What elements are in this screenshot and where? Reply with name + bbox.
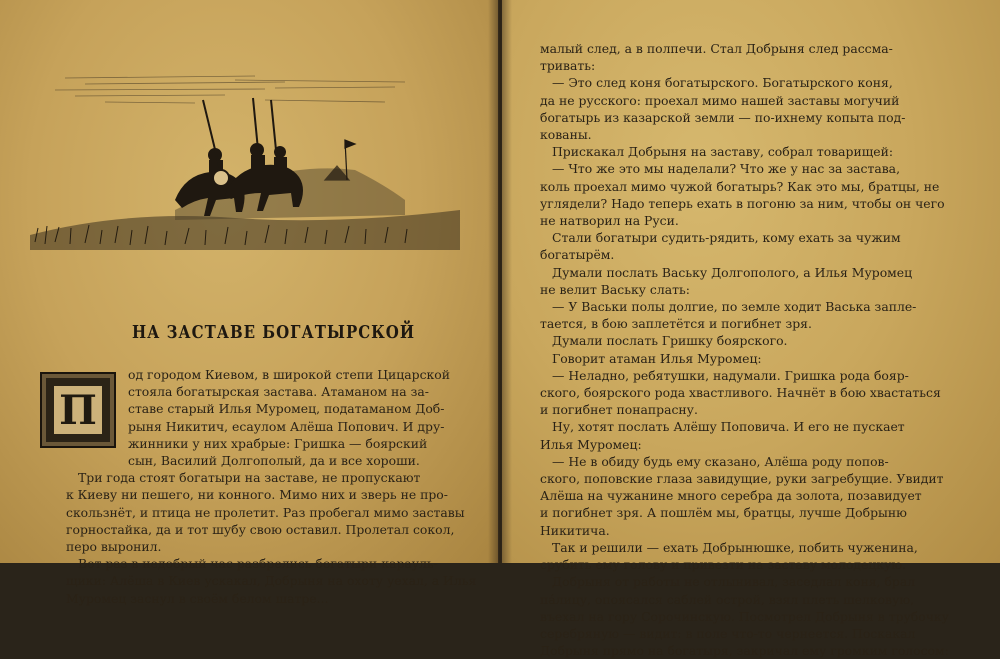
text-line: ставе старый Илья Муромец, податаманом Доб-: [128, 401, 445, 417]
text-line: не велит Ваську слать:: [540, 281, 690, 297]
text-line: жинники у них храбрые: Гришка — боярский: [128, 435, 428, 451]
chapter-title: НА ЗАСТАВЕ БОГАТЫРСКОЙ: [132, 321, 416, 343]
text-line: углядели? Надо теперь ехать в погоню за ним, чтобы он чего: [540, 195, 945, 211]
text-line: тривать:: [540, 58, 596, 74]
text-line: богатырь из казарской земли — по-ихнему копыта под-: [540, 109, 906, 125]
text-line: Так и решили — ехать Добрынюшке, побить чуженина,: [552, 539, 918, 555]
text-line: горностайка, да и тот шубу свою оставил. Пролетал сокол,: [66, 521, 455, 537]
text-line: Илья Муромец:: [540, 436, 642, 452]
text-line: Говорит атаман Илья Муромец:: [552, 350, 762, 366]
text-line: рыня Никитич, есаулом Алёша Попович. И дру-: [128, 418, 445, 434]
left-page: [0, 0, 498, 606]
text-line: пáлицу, опоясался саблей острой, взял плеть шелковую,: [540, 591, 915, 607]
text-line: да не русского: проехал мимо нашей заставы могучий: [540, 92, 900, 108]
text-line: щики: Алёша в Киев ускакал, Добрыня на охоту уехал, а Илья: [66, 573, 477, 589]
text-line: ского, боярского рода хвастливого. Начнёт в бою хвастаться: [540, 385, 941, 401]
text-line: Вот раз в недобрый час разбрелись богатыри-карауль-: [78, 556, 438, 572]
left-body-text: [66, 366, 477, 607]
text-line: Алёша на чужанине много серебра да золота, позавидует: [540, 488, 922, 504]
text-line: — Что же это мы наделали? Что же у нас за застава,: [552, 161, 901, 177]
text-line: серебряную — видит: в поле что-то чернеется. Поскакал: [540, 625, 916, 641]
text-line: и погибнет понапрасну.: [540, 402, 698, 418]
dropcap-letter: П: [54, 386, 102, 434]
text-line: и погибнет зря. А пошлём мы, братцы, лучше Добрыню: [540, 505, 907, 521]
text-line: — У Васьки полы долгие, по земле ходит Васька заплe-: [552, 299, 917, 315]
text-line: Три года стоят богатыри на заставе, не пропускают: [78, 470, 421, 486]
text-line: въехал на гору Сорочинскую. Посмотрел Добрыня в трубочку: [540, 608, 949, 624]
text-line: срубить ему голову и привезти на заставу молодецкую.: [540, 557, 907, 573]
text-line: стояла богатырская застава. Атаманом на за-: [128, 384, 429, 400]
text-line: к Киеву ни пешего, ни конного. Мимо них и зверь не про-: [66, 487, 448, 503]
text-line: Ну, хотят послать Алёшу Поповича. И его не пускает: [552, 419, 905, 435]
text-line: малый след, а в полпечи. Стал Добрыня след рассма-: [540, 41, 893, 56]
text-line: Добрыня прямо на богатыря, закричал ему громким голосом:: [540, 643, 949, 659]
text-line: Никитича.: [540, 522, 610, 538]
text-line: Прискакал Добрыня на заставу, собрал товарищей:: [552, 144, 894, 160]
text-line: не натворил на Руси.: [540, 213, 679, 229]
text-line: Стали богатыри судить-рядить, кому ехать за чужим: [552, 230, 901, 246]
text-line: ского, поповские глаза завидущие, руки загребущие. Увидит: [540, 471, 944, 487]
text-line: тается, в бою заплетётся и погибнет зря.: [540, 316, 812, 332]
text-line: перо выронил.: [66, 539, 162, 555]
text-line: Добрыня от работы не отлынивал, заседлал коня, брал: [552, 574, 916, 590]
text-line: од городом Киевом, в широкой степи Цицарской: [128, 367, 450, 382]
text-line: Муромец заснул в своём белом шатре...: [66, 590, 329, 606]
bogatyrs-illustration: [25, 60, 465, 260]
text-line: кованы.: [540, 127, 592, 143]
text-line: Думали послать Гришку боярского.: [552, 333, 788, 349]
text-line: сын, Василий Долгополый, да и все хороши.: [128, 453, 420, 469]
text-line: — Не в обиду будь ему сказано, Алёша роду попов-: [552, 453, 889, 469]
book-gutter: [488, 0, 512, 563]
text-line: коль проехал мимо чужой богатырь? Как это мы, братцы, не: [540, 178, 940, 194]
text-line: скользнёт, и птица не пролетит. Раз пробегал мимо заставы: [66, 504, 465, 520]
text-line: — Это след коня богатырского. Богатырского коня,: [552, 75, 893, 91]
right-body-text: [540, 40, 980, 659]
text-line: Думали послать Ваську Долгополого, а Илья Муромец: [552, 264, 913, 280]
text-line: богатырём.: [540, 247, 615, 263]
text-line: — Неладно, ребятушки, надумали. Гришка рода бояр-: [552, 367, 909, 383]
